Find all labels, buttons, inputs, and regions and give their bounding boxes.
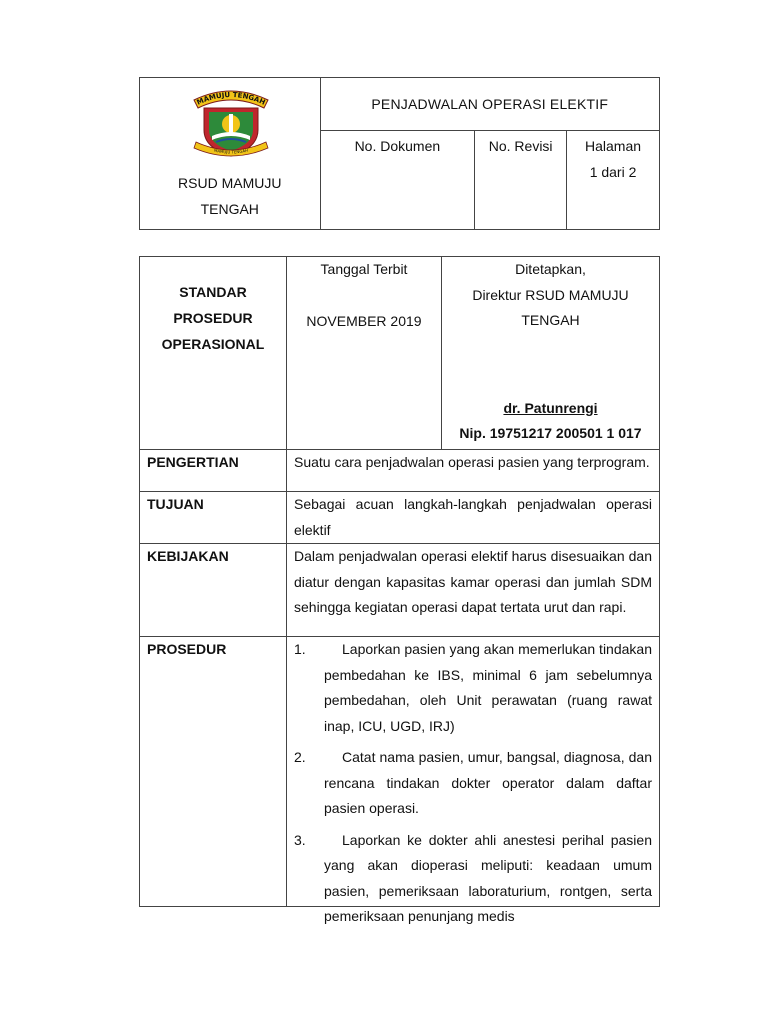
hospital-logo (186, 84, 276, 158)
svg-text:MAMUJU TENGAH: MAMUJU TENGAH (213, 147, 249, 155)
kebijakan-label: KEBIJAKAN (140, 544, 287, 637)
approver-name: dr. Patunrengi (503, 399, 598, 416)
approval-cell: Ditetapkan, Direktur RSUD MAMUJU TENGAH dr. Patunrengi Nip. 19751217 200501 1 017 (442, 257, 660, 450)
revision-number-cell: No. Revisi (475, 131, 567, 230)
prosedur-label: PROSEDUR (140, 637, 287, 907)
document-number-cell: No. Dokumen (320, 131, 475, 230)
kebijakan-text: Dalam penjadwalan operasi elektif harus disesuaikan dan diatur dengan kapasitas kamar operasi dan jumlah SDM sehingga kegiatan operasi dapat tertata urut dan rapi. (287, 544, 660, 637)
sop-table (139, 256, 660, 924)
issue-date-cell: Tanggal Terbit NOVEMBER 2019 (287, 257, 442, 450)
prosedur-list (294, 637, 652, 930)
tujuan-text: Sebagai acuan langkah-langkah penjadwalan operasi elektif (287, 492, 660, 544)
pengertian-text: Suatu cara penjadwalan operasi pasien yang terprogram. (287, 450, 660, 492)
sop-label-cell: STANDAR PROSEDUR OPERASIONAL (140, 257, 287, 450)
approver-nip: Nip. 19751217 200501 1 017 (459, 425, 642, 441)
list-item: 2. Catat nama pasien, umur, bangsal, diagnosa, dan rencana tindakan dokter operator dalam daftar pasien operasi. (294, 749, 652, 816)
list-item: 3. Laporkan ke dokter ahli anestesi perihal pasien yang akan dioperasi meliputi: keadaan umum pasien, pemeriksaan laboraturium, rontgen, serta pemeriksaan penunjang medis (294, 831, 652, 924)
page-number-cell: Halaman 1 dari 2 (567, 131, 660, 230)
logo-cell (140, 78, 321, 230)
pengertian-label: PENGERTIAN (140, 450, 287, 492)
list-item: 1. Laporkan pasien yang akan memerlukan tindakan pembedahan ke IBS, minimal 6 jam sebelumnya pembedahan, oleh Unit perawatan (ruang rawat inap, ICU, UGD, IRJ) (294, 641, 652, 734)
hospital-name: RSUD MAMUJU TENGAH (178, 175, 282, 217)
document-title: PENJADWALAN OPERASI ELEKTIF (320, 78, 660, 131)
svg-text:MAMUJU TENGAH: MAMUJU TENGAH (195, 90, 267, 107)
header-table (139, 77, 660, 230)
tujuan-label: TUJUAN (140, 492, 287, 544)
prosedur-content (287, 637, 660, 924)
